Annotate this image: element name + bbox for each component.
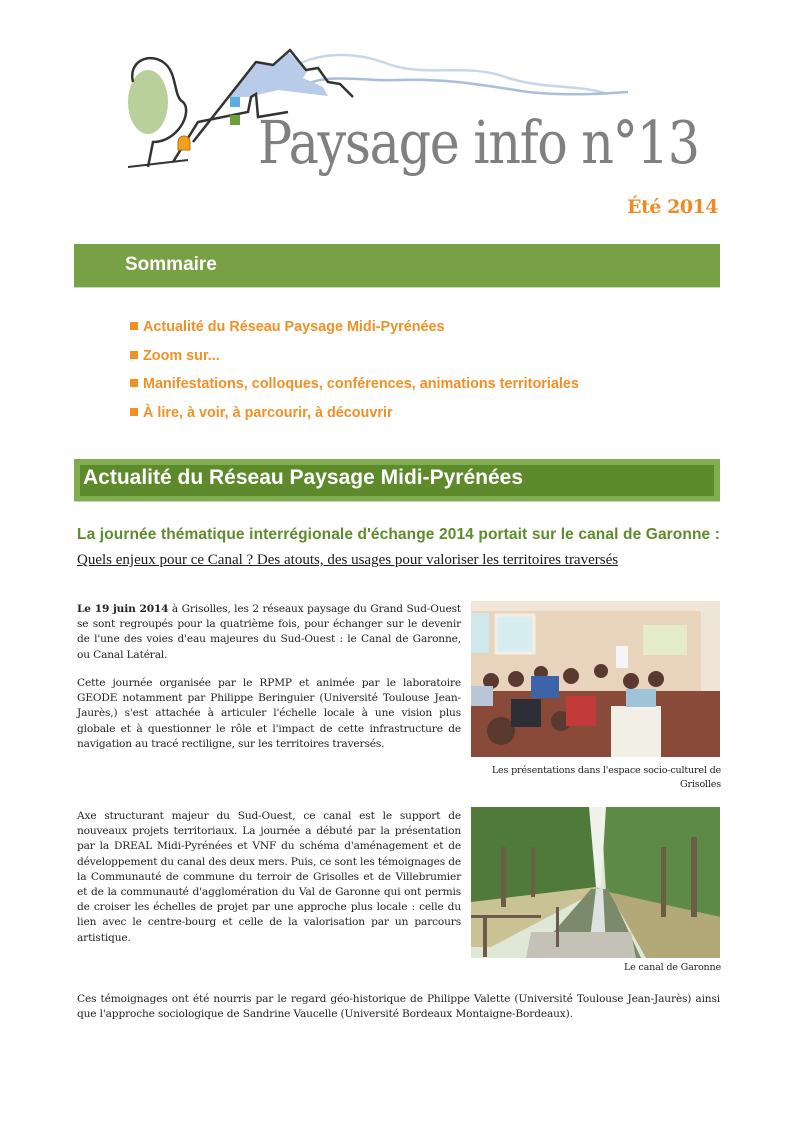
issue-season: Été 2014: [627, 196, 718, 218]
toc-item-label: Zoom sur...: [143, 347, 220, 364]
section-title: Actualité du Réseau Paysage Midi-Pyrénées: [83, 466, 524, 489]
paragraph-3: Axe structurant majeur du Sud-Ouest, ce canal est le support de nouveaux projets territoriaux. La journée a débuté par la présentation par la DREAL Midi-Pyrénées et VNF du schéma d'aménagement et de développement du canal des deux mers. Puis, ce sont les témoignages de la Communauté de commune du terroir de Grisolles et de Villebrumier et de la communauté d'agglomération du Val de Garonne qui ont permis de croiser les échelles de projet par une approche plus locale : celle du lien avec le centre-bourg et celle de la valorisation par un parcours artistique.: [77, 810, 461, 944]
toc-item[interactable]: [130, 403, 579, 432]
photo-caption: Les présentations dans l'espace socio-culturel de Grisolles: [491, 765, 721, 790]
conference-room-photo: [471, 601, 720, 757]
table-of-contents: [130, 317, 579, 431]
canal-image: [471, 807, 720, 958]
square-bullet-icon: [130, 379, 138, 387]
square-bullet-icon: [130, 351, 138, 359]
toc-item[interactable]: [130, 317, 579, 346]
paragraph-1-text: à Grisolles, les 2 réseaux paysage du Grand Sud-Ouest se sont regroupés pour la quatrième fois, pour échanger sur le devenir de l'une des voies d'eau majeures du Sud-Ouest : le Canal de Garonne, ou Canal Latéral.: [77, 603, 461, 661]
article-headline: [77, 522, 720, 573]
canal-photo: [471, 807, 720, 958]
paragraph-4: Ces témoignages ont été nourris par le regard géo-historique de Philippe Valette (Université Toulouse Jean-Jaurès) ainsi que l'approche sociologique de Sandrine Vaucelle (Université Bordeaux Montaigne-Bordeaux).: [77, 993, 720, 1021]
toc-item-label: Actualité du Réseau Paysage Midi-Pyrénées: [143, 319, 445, 335]
newsletter-title: Paysage info n°13: [258, 108, 699, 177]
toc-item[interactable]: [130, 346, 579, 375]
paragraph-2: Cette journée organisée par le RPMP et animée par le laboratoire GEODE notamment par Philippe Beringuier (Université Toulouse Jean-Jaurès,) s'est attachée à articuler l'échelle locale à une vision plus globale et à questionner le rôle et l'impact de cette infrastructure de navigation au tracé rectiligne, sur les territoires traversés.: [77, 677, 461, 750]
square-bullet-icon: [130, 408, 138, 416]
conference-room-image: [471, 601, 720, 757]
toc-item[interactable]: [130, 374, 579, 403]
paragraph-1: [77, 602, 461, 663]
event-date: Le 19 juin 2014: [77, 603, 169, 615]
headline-subtitle: Quels enjeux pour ce Canal ? Des atouts, des usages pour valoriser les territoires traversés: [77, 552, 619, 568]
sommaire-title: Sommaire: [125, 254, 217, 275]
photo-caption: Le canal de Garonne: [623, 962, 721, 973]
toc-item-label: Manifestations, colloques, conférences, animations territoriales: [143, 376, 579, 392]
toc-item-label: À lire, à voir, à parcourir, à découvrir: [143, 404, 393, 421]
headline-main: La journée thématique interrégionale d'échange 2014 portait sur le canal de Garonne :: [77, 526, 720, 543]
square-bullet-icon: [130, 322, 138, 330]
